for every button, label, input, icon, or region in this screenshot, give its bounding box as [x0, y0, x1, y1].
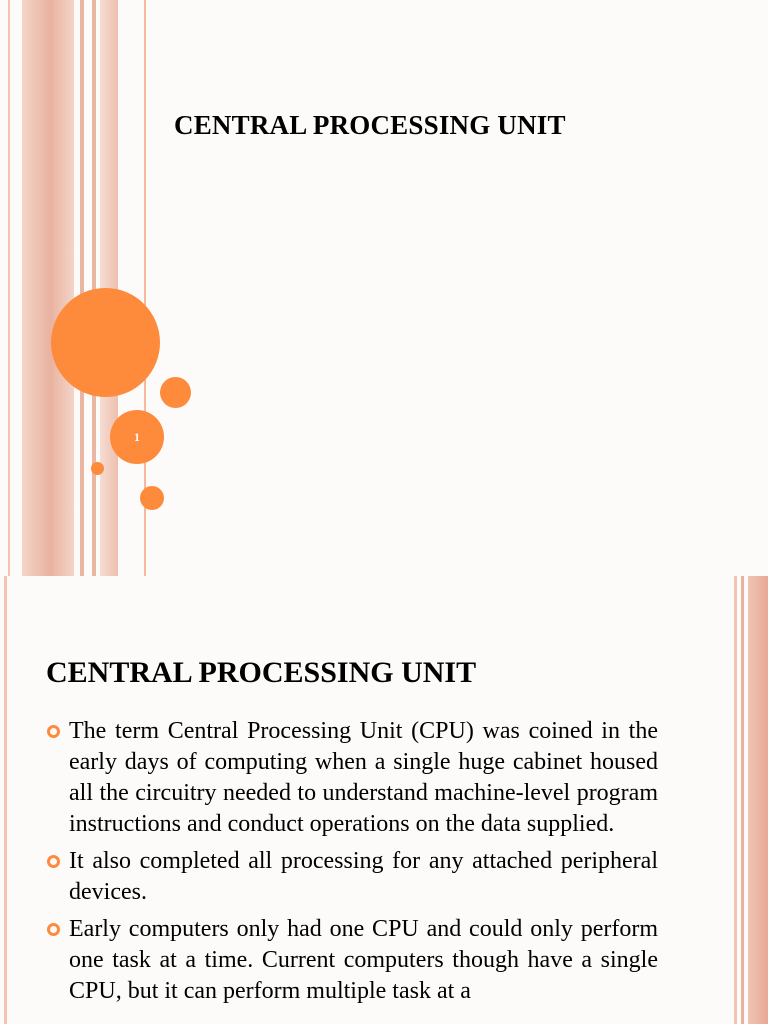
decorative-circle [51, 288, 160, 397]
bullet-circle-icon [47, 725, 60, 738]
bullet-item [46, 914, 658, 1007]
decorative-stripe [80, 0, 84, 576]
bullet-text: Early computers only had one CPU and could only perform one task at a time. Current computers though have a single CPU, but it can perform multiple task at a [69, 916, 658, 1004]
bullet-circle-icon [47, 923, 60, 936]
slide-title: CENTRAL PROCESSING UNIT [174, 110, 566, 140]
slide-2 [0, 576, 768, 1024]
decorative-stripe [734, 576, 737, 1024]
decorative-circle [140, 486, 164, 510]
decorative-stripe [4, 576, 7, 1024]
decorative-circle [160, 377, 191, 408]
decorative-stripe [748, 576, 768, 1024]
decorative-stripe [741, 576, 744, 1024]
decorative-circle [91, 462, 104, 475]
bullet-circle-icon [47, 855, 60, 868]
bullet-item [46, 716, 658, 840]
decorative-stripe [22, 0, 74, 576]
bullet-item [46, 846, 658, 908]
slide-title: CENTRAL PROCESSING UNIT [46, 656, 477, 689]
page-number-badge [110, 410, 164, 464]
bullet-text: It also completed all processing for any attached peripheral devices. [69, 848, 658, 905]
page-number: 1 [134, 429, 140, 444]
decorative-stripe [8, 0, 10, 576]
bullet-text: The term Central Processing Unit (CPU) was coined in the early days of computing when a single huge cabinet housed all the circuitry needed to understand machine-level program instructions and conduct operations on the data supplied. [69, 718, 658, 837]
bullet-list [46, 716, 658, 1013]
